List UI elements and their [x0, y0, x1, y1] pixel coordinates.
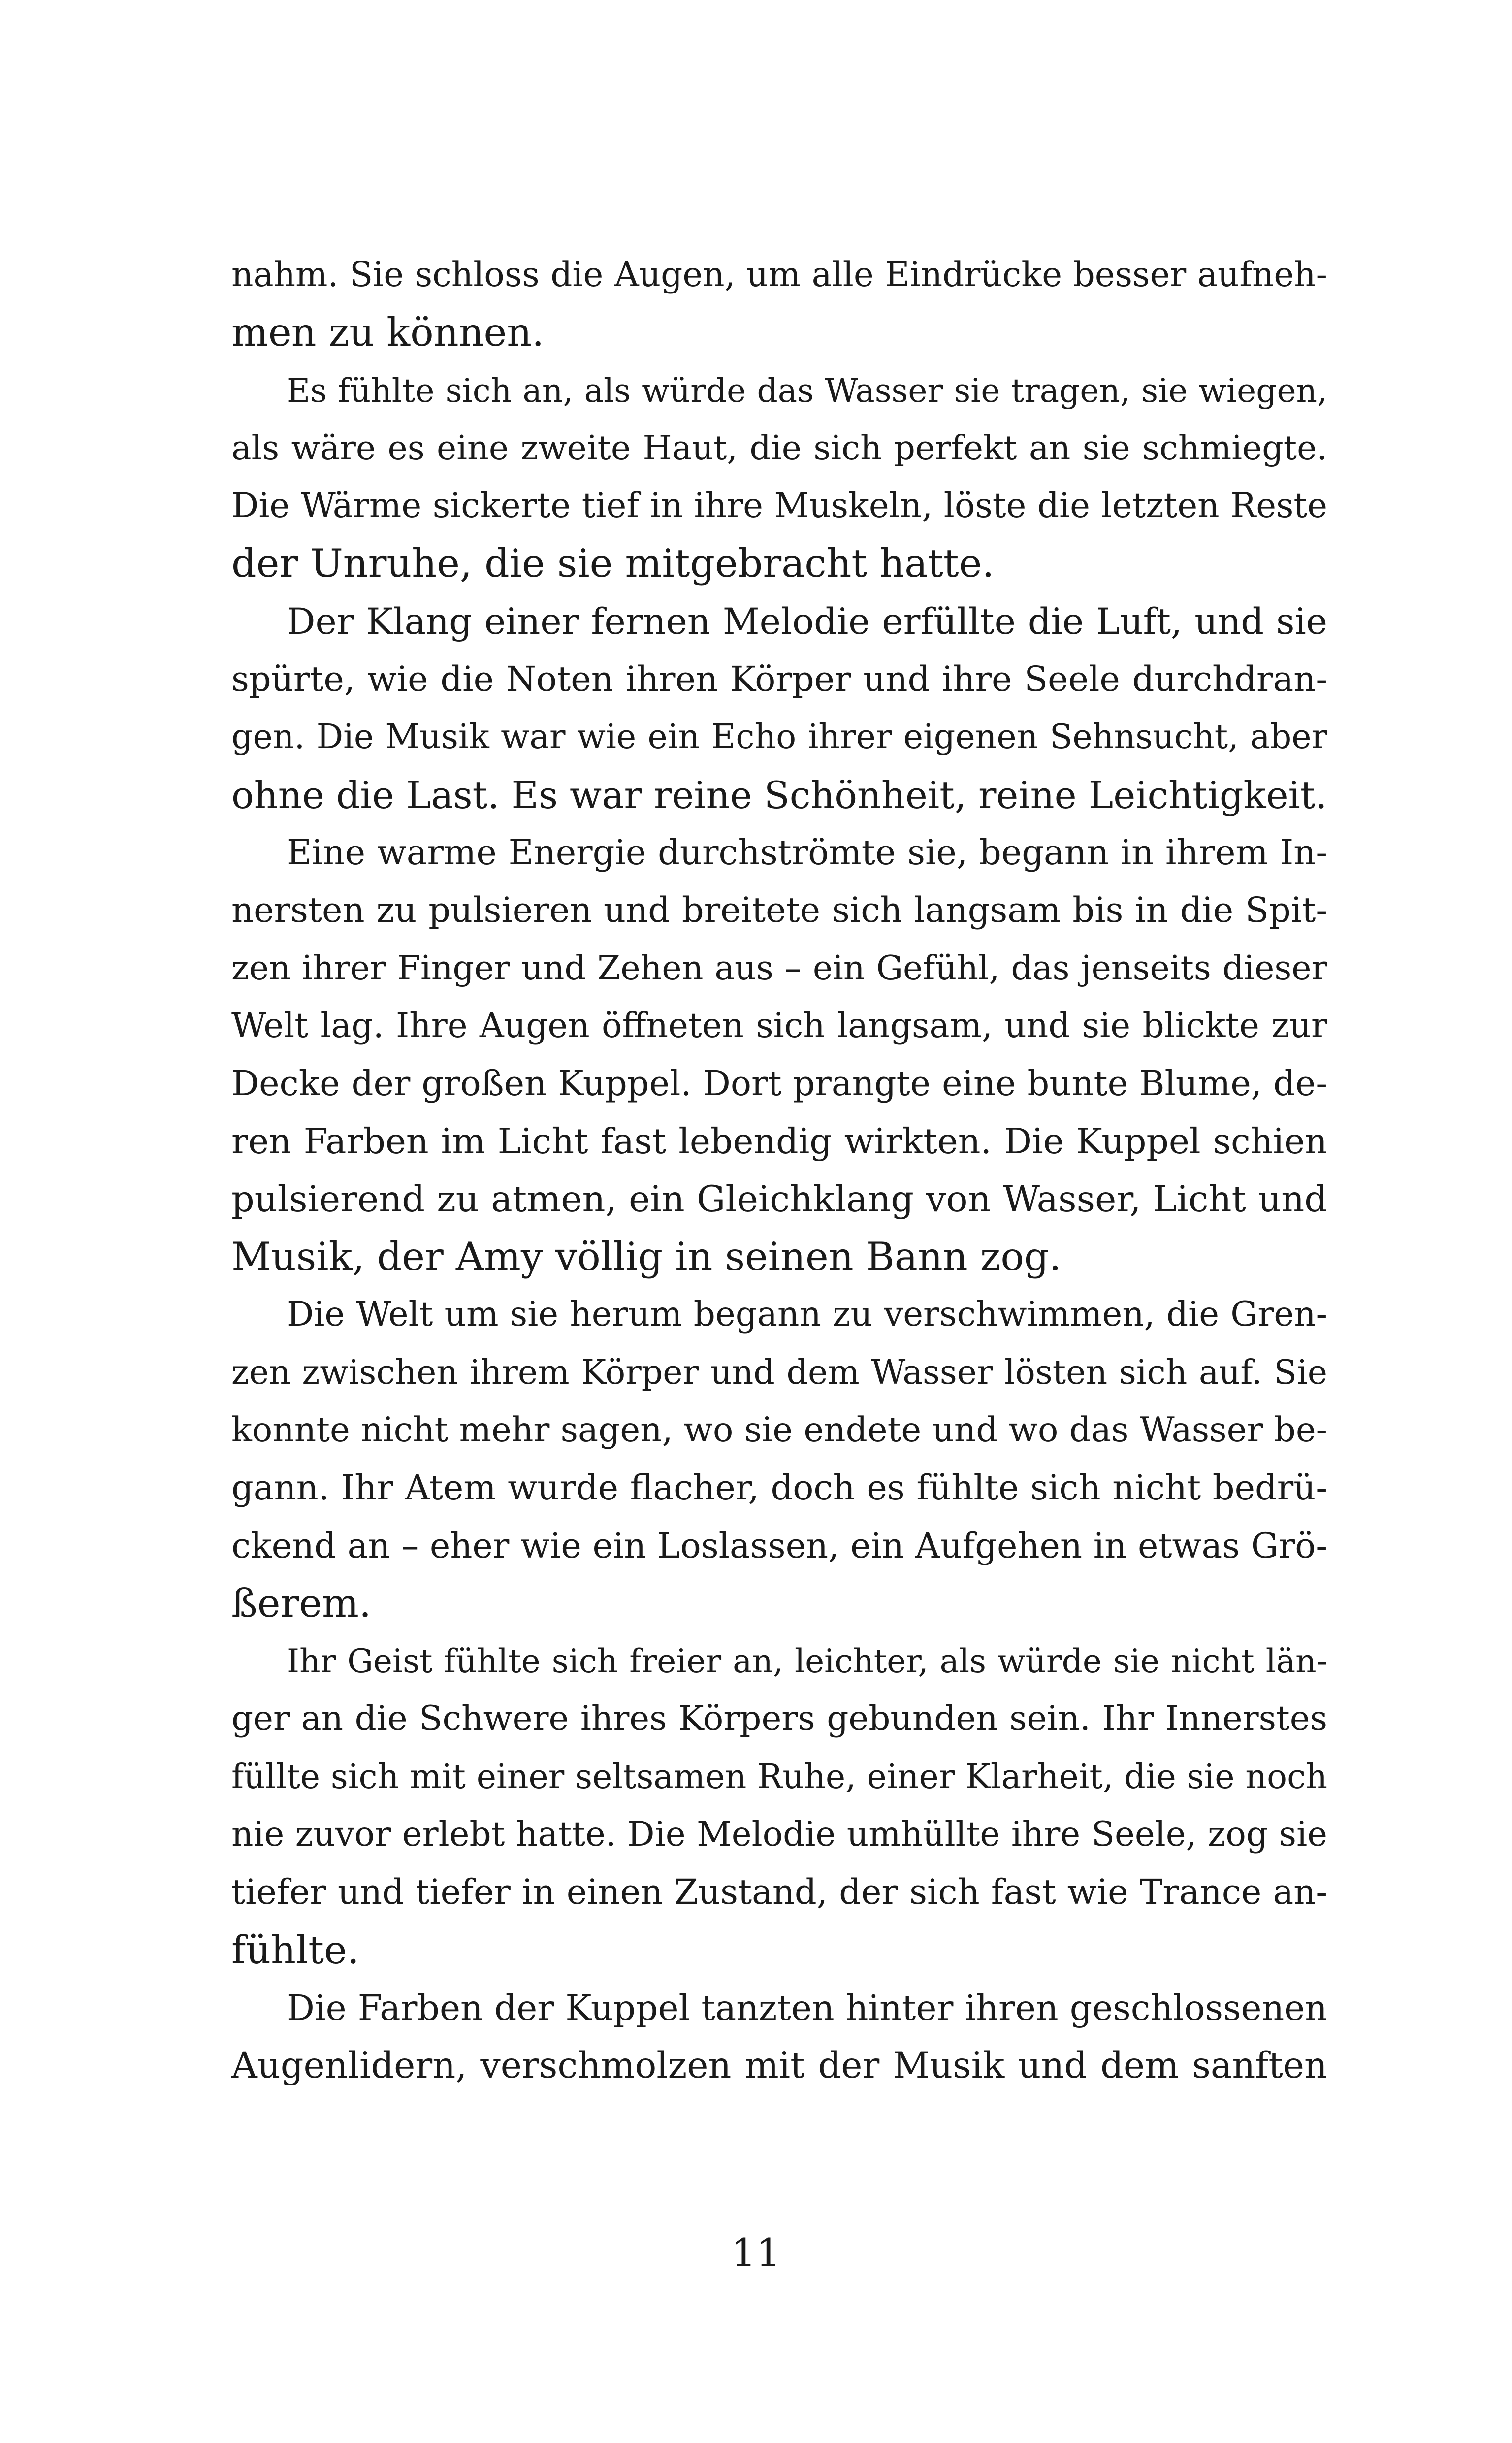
text-line: ßerem.	[231, 1580, 372, 1626]
text-line: konnte nicht mehr sagen, wo sie endete und wo das Wasser be-	[231, 1410, 1327, 1450]
body-text	[231, 246, 1327, 2095]
text-line: Es fühlte sich an, als würde das Wasser sie tragen, sie wiegen,	[287, 371, 1327, 410]
text-line: Der Klang einer fernen Melodie erfüllte die Luft, und sie	[287, 600, 1327, 643]
text-line: Augenlidern, verschmolzen mit der Musik und dem sanften	[231, 2045, 1327, 2087]
text-line: gen. Die Musik war wie ein Echo ihrer eigenen Sehnsucht, aber	[231, 717, 1327, 757]
text-line: ren Farben im Licht fast lebendig wirkten. Die Kuppel schien	[231, 1121, 1327, 1162]
text-line: pulsierend zu atmen, ein Gleichklang von Wasser, Licht und	[231, 1178, 1327, 1220]
text-line: füllte sich mit einer seltsamen Ruhe, einer Klarheit, die sie noch	[231, 1757, 1327, 1796]
text-line: ohne die Last. Es war reine Schönheit, reine Leichtigkeit.	[231, 773, 1327, 817]
page-number: 11	[731, 2230, 781, 2276]
text-line: ger an die Schwere ihres Körpers gebunden sein. Ihr Innerstes	[231, 1699, 1327, 1739]
text-line: gann. Ihr Atem wurde flacher, doch es fühlte sich nicht bedrü-	[231, 1467, 1327, 1508]
text-line: ckend an – eher wie ein Loslassen, ein Aufgehen in etwas Grö-	[231, 1525, 1327, 1566]
text-line: Die Wärme sickerte tief in ihre Muskeln, löste die letzten Reste	[231, 486, 1327, 526]
text-line: Musik, der Amy völlig in seinen Bann zog.	[231, 1234, 1062, 1280]
text-line: nahm. Sie schloss die Augen, um alle Eindrücke besser aufneh-	[231, 255, 1327, 294]
text-line: Die Welt um sie herum begann zu verschwimmen, die Gren-	[287, 1295, 1327, 1335]
text-line: men zu können.	[231, 310, 545, 356]
text-line: nie zuvor erlebt hatte. Die Melodie umhüllte ihre Seele, zog sie	[231, 1815, 1327, 1855]
text-line: Ihr Geist fühlte sich freier an, leichter, als würde sie nicht län-	[287, 1642, 1327, 1681]
text-line: spürte, wie die Noten ihren Körper und ihre Seele durchdran-	[231, 659, 1327, 700]
text-line: Eine warme Energie durchströmte sie, begann in ihrem In-	[287, 832, 1327, 873]
text-line: zen zwischen ihrem Körper und dem Wasser lösten sich auf. Sie	[231, 1353, 1327, 1392]
text-line: Decke der großen Kuppel. Dort prangte eine bunte Blume, de-	[231, 1063, 1327, 1104]
text-line: als wäre es eine zweite Haut, die sich perfekt an sie schmiegte.	[231, 428, 1327, 468]
text-line: tiefer und tiefer in einen Zustand, der sich fast wie Trance an-	[231, 1872, 1327, 1913]
text-line: zen ihrer Finger und Zehen aus – ein Gefühl, das jenseits dieser	[231, 948, 1327, 988]
text-line: fühlte.	[231, 1927, 359, 1973]
text-line: Welt lag. Ihre Augen öffneten sich langsam, und sie blickte zur	[231, 1006, 1327, 1045]
text-line: Die Farben der Kuppel tanzten hinter ihren geschlossenen	[287, 1987, 1327, 2028]
text-line: der Unruhe, die sie mitgebracht hatte.	[231, 541, 995, 586]
text-line: nersten zu pulsieren und breitete sich langsam bis in die Spit-	[231, 890, 1327, 931]
